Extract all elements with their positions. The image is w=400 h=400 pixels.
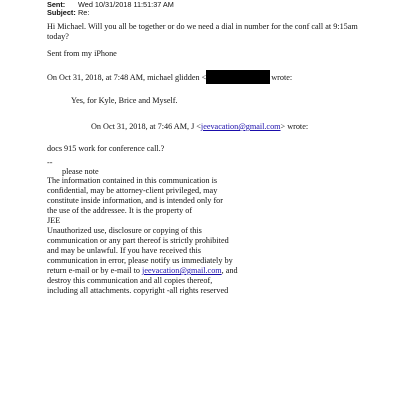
subject-row: [47, 9, 89, 17]
quote2-prefix: On Oct 31, 2018, at 7:46 AM, J <: [91, 122, 201, 131]
disclaimer-line: communication in error, please notify us immediately by: [47, 256, 233, 265]
greeting-line-2: today?: [47, 32, 69, 41]
disclaimer-email-line: [47, 266, 238, 276]
disclaimer-line: The information contained in this communication is: [47, 176, 218, 185]
disclaimer-email-suffix: , and: [221, 266, 238, 275]
disclaimer-line: confidential, may be attorney-client privileged, may: [47, 186, 218, 195]
disclaimer-line: communication or any part thereof is strictly prohibited: [47, 236, 229, 245]
question-line: docs 915 work for conference call.?: [47, 144, 165, 153]
disclaimer-email-prefix: return e-mail or by e-mail to: [47, 266, 143, 275]
quote1-body: Yes, for Kyle, Brice and Myself.: [71, 96, 178, 105]
disclaimer-line: destroy this communication and all copies thereof,: [47, 276, 213, 285]
quote1-prefix: On Oct 31, 2018, at 7:48 AM, michael glidden <: [47, 73, 207, 82]
signature: Sent from my iPhone: [47, 49, 117, 58]
quote2-suffix: > wrote:: [280, 122, 309, 131]
note-title: please note: [62, 167, 99, 176]
disclaimer-line: the use of the addressee. It is the property of: [47, 206, 193, 215]
quote2-email-link[interactable]: jeevacation@gmail.com: [200, 122, 281, 131]
disclaimer-email-link[interactable]: jeevacation@gmail.com: [142, 266, 222, 275]
quote1-header: [47, 70, 292, 84]
disclaimer-line: Unauthorized use, disclosure or copying of this: [47, 226, 202, 235]
disclaimer-line: constitute inside information, and is intended only for: [47, 196, 223, 205]
quote1-suffix: wrote:: [271, 73, 293, 82]
quote2-header: [91, 122, 308, 132]
disclaimer-line: JEE: [47, 216, 61, 225]
disclaimer-line: including all attachments. copyright -all rights reserved: [47, 286, 229, 295]
subject-label: Subject:: [47, 8, 76, 17]
greeting-line-1: Hi Michael. Will you all be together or do we need a dial in number for the conf call at 9:15am: [47, 22, 358, 31]
subject-value: Re:: [78, 8, 90, 17]
redaction-box: [206, 70, 270, 84]
disclaimer-line: and may be unlawful. If you have received this: [47, 246, 201, 255]
sent-value: Wed 10/31/2018 11:51:37 AM: [78, 0, 174, 9]
sent-label: Sent:: [47, 0, 66, 9]
separator: --: [47, 158, 53, 167]
